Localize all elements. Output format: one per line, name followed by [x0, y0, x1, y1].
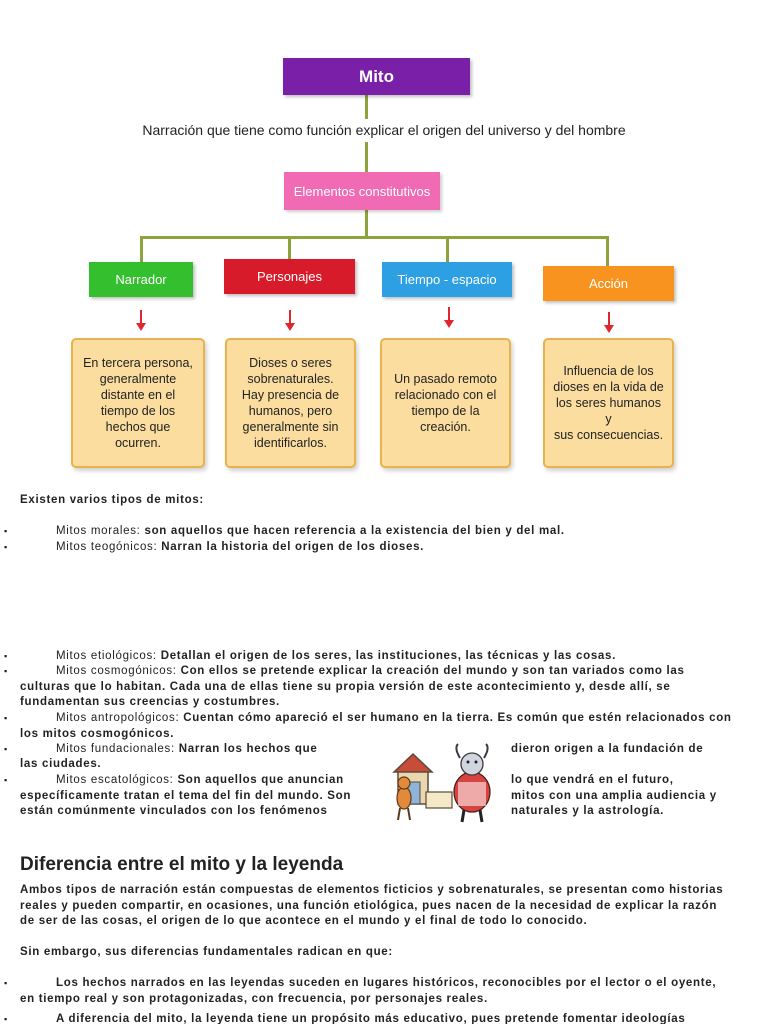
section-heading: Diferencia entre el mito y la leyenda	[20, 854, 344, 875]
myth-definition: Narración que tiene como función explicar el origen del universo y del hombre	[142, 122, 626, 138]
bullet: ▪	[4, 775, 8, 785]
category-personajes: Personajes	[224, 259, 355, 294]
category-accion: Acción	[543, 266, 674, 301]
list-item	[20, 540, 732, 556]
list-item	[20, 711, 732, 742]
myth-title-box: Mito	[283, 58, 470, 95]
paragraph-1: Ambos tipos de narración están compuestas de elementos ficticios y sobrenaturales, se presentan como historias reales y pueden compartir, en ocasiones, una función etiológica, pues nacen de la necesidad de explicar la razón de ser de las cosas, el origen de lo que acontece en el mundo y el final de todo lo conocido.	[20, 884, 724, 927]
myth-type-text: las ciudades.	[20, 758, 102, 770]
list-item	[20, 664, 732, 711]
myth-type-name: Mitos antropológicos:	[56, 712, 180, 724]
connector-line	[446, 236, 449, 262]
bullet: ▪	[4, 526, 8, 536]
list-item	[20, 524, 732, 540]
myth-type-name: Mitos morales:	[56, 525, 141, 537]
paragraph-2: Sin embargo, sus diferencias fundamentales radican en que:	[20, 946, 393, 958]
myth-type-continuation	[20, 757, 732, 773]
connector-line	[365, 142, 368, 172]
myth-type-text: Detallan el origen de los seres, las instituciones, las técnicas y las cosas.	[156, 650, 617, 662]
bullet: ▪	[4, 542, 8, 552]
arrow-down-icon	[284, 310, 296, 332]
cartoon-illustration-icon	[386, 740, 506, 826]
myth-type-name: Mitos teogónicos:	[56, 541, 158, 553]
myth-type-text: Cuentan cómo apareció el ser humano en la tierra. Es común que estén relacionados con los mitos cosmogónicos.	[20, 712, 732, 740]
connector-line	[288, 236, 291, 259]
myth-type-text: específicamente tratan el tema del fin del mundo. Son	[20, 790, 352, 802]
myth-type-text-right	[511, 773, 731, 789]
list-item	[20, 976, 732, 1007]
types-intro: Existen varios tipos de mitos:	[20, 494, 204, 506]
connector-line	[140, 236, 143, 262]
myth-type-text: Narran los hechos que	[174, 743, 318, 755]
myth-type-name: Mitos etiológicos:	[56, 650, 157, 662]
myth-type-text-right	[511, 804, 731, 820]
myth-type-name: Mitos fundacionales:	[56, 743, 175, 755]
difference-text: Los hechos narrados en las leyendas suceden en lugares históricos, reconocibles por el lector o el oyente, en tiempo real y son protagonizadas, con frecuencia, por personajes reales.	[20, 977, 717, 1005]
arrow-down-icon	[135, 310, 147, 332]
category-tiempo-espacio: Tiempo - espacio	[382, 262, 512, 297]
bullet: ▪	[4, 978, 8, 988]
bullet: ▪	[4, 713, 8, 723]
bullet: ▪	[4, 744, 8, 754]
arrow-down-icon	[603, 312, 615, 334]
difference-text: A diferencia del mito, la leyenda tiene un propósito más educativo, pues pretende fomentar ideologías	[56, 1013, 686, 1024]
myth-type-continuation	[20, 804, 380, 820]
myth-type-text: Con ellos se pretende explicar la creación del mundo y son tan variados como las culturas que lo habitan. Cada una de ellas tiene su propia versión de este acontecimiento y, desde allí, se fundamentan sus creencias y costumbres.	[20, 665, 685, 708]
list-item	[20, 773, 380, 789]
connector-line	[365, 210, 368, 238]
concept-map	[0, 0, 768, 480]
bullet: ▪	[4, 666, 8, 676]
myth-type-name: Mitos escatológicos:	[56, 774, 174, 786]
description-tiempo-espacio: Un pasado remoto relacionado con el tiempo de la creación.	[380, 338, 511, 468]
arrow-down-icon	[443, 307, 455, 329]
myth-type-text-right	[511, 789, 731, 805]
connector-line	[606, 236, 609, 266]
list-item	[20, 649, 732, 665]
connector-line	[140, 236, 608, 239]
myth-type-text: naturales y la astrología.	[511, 805, 665, 817]
myth-type-continuation	[20, 789, 380, 805]
connector-line	[365, 95, 368, 119]
myth-type-text-right	[511, 742, 731, 758]
bullet: ▪	[4, 651, 8, 661]
list-item	[20, 742, 380, 758]
myth-type-text: lo que vendrá en el futuro,	[511, 774, 674, 786]
bullet: ▪	[4, 1014, 8, 1024]
myth-type-name: Mitos cosmogónicos:	[56, 665, 177, 677]
myth-type-text: dieron origen a la fundación de	[511, 743, 704, 755]
category-narrador: Narrador	[89, 262, 193, 297]
list-item	[20, 1012, 732, 1024]
myth-type-text: están comúnmente vinculados con los fenómenos	[20, 805, 328, 817]
description-personajes: Dioses o seres sobrenaturales. Hay presencia de humanos, pero generalmente sin identificarlos.	[225, 338, 356, 468]
myth-type-text: Son aquellos que anuncian	[173, 774, 344, 786]
myth-type-text: mitos con una amplia audiencia y	[511, 790, 717, 802]
description-accion: Influencia de los dioses en la vida de los seres humanos y sus consecuencias.	[543, 338, 674, 468]
elements-box: Elementos constitutivos	[284, 172, 440, 210]
myth-type-text: Narran la historia del origen de los dioses.	[157, 541, 425, 553]
myth-type-text: son aquellos que hacen referencia a la existencia del bien y del mal.	[140, 525, 565, 537]
description-narrador: En tercera persona, generalmente distante en el tiempo de los hechos que ocurren.	[71, 338, 205, 468]
